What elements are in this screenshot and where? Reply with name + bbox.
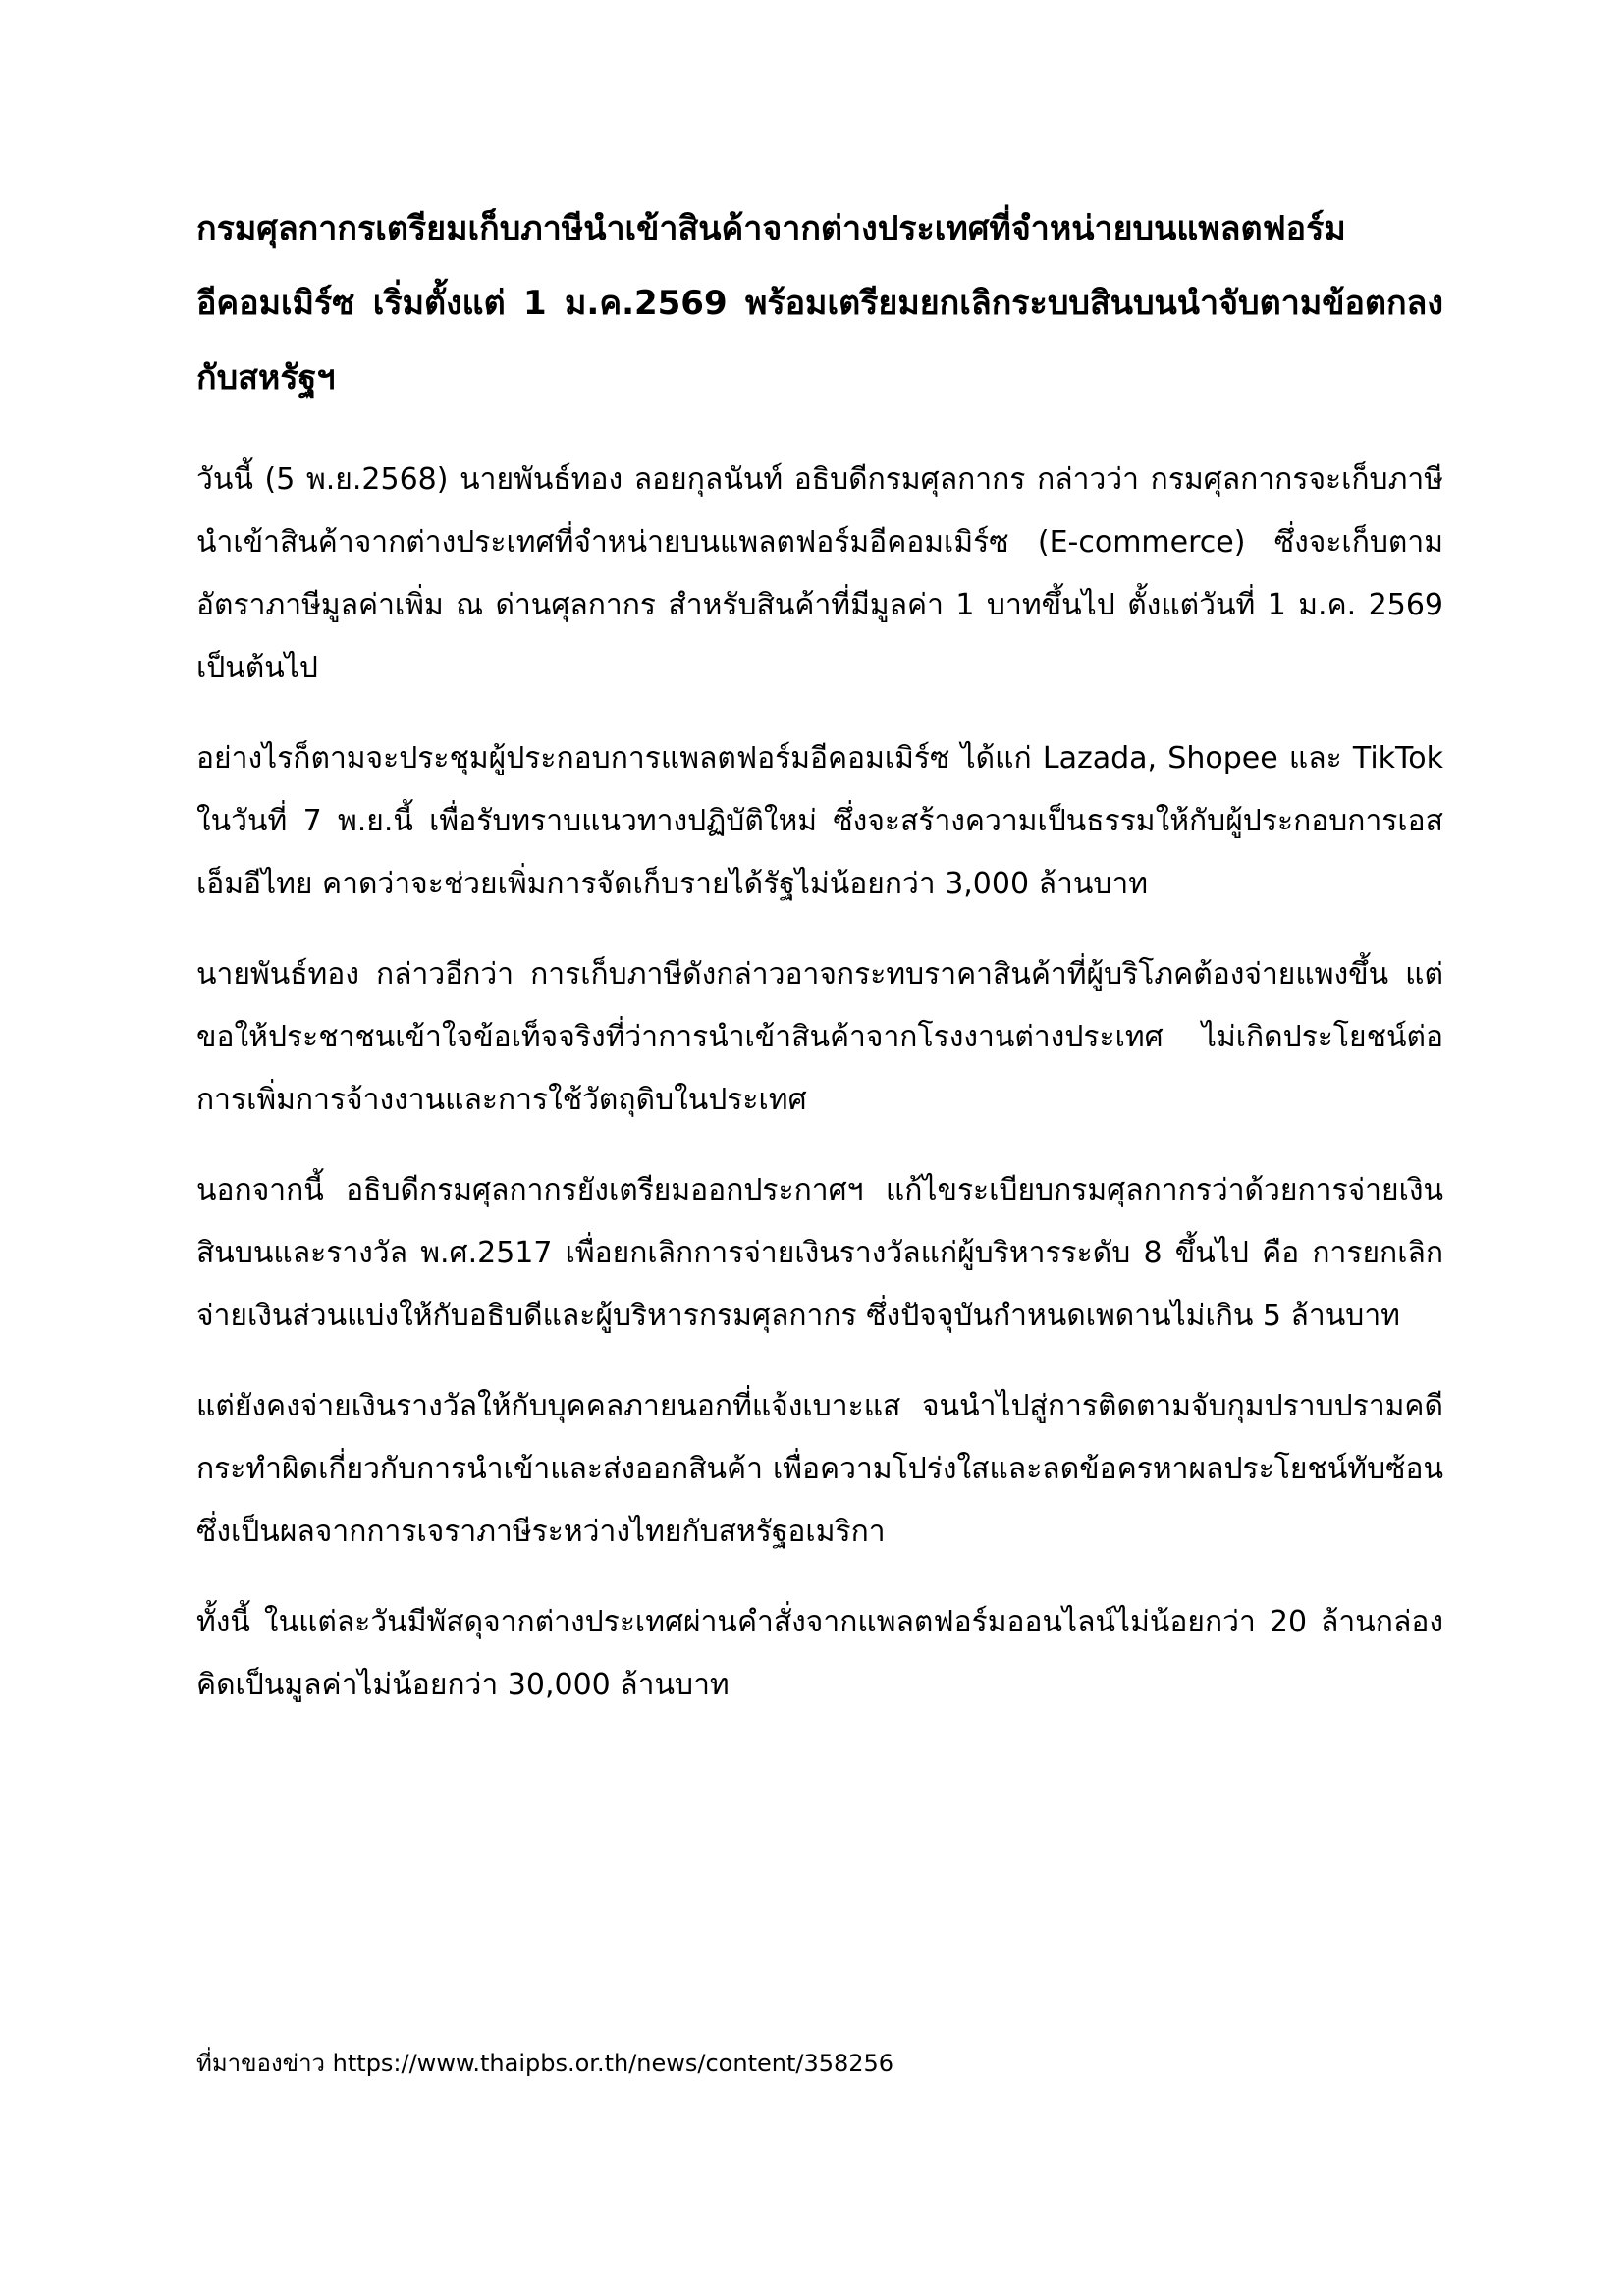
paragraph-6: ทั้งนี้ ในแต่ละวันมีพัสดุจากต่างประเทศผ่านคำสั่งจากแพลตฟอร์มออนไลน์ไม่น้อยกว่า 20 ล้านกล่อง คิดเป็นมูลค่าไม่น้อยกว่า 30,000 ล้านบาท — [196, 1605, 1443, 1702]
paragraph-1: วันนี้ (5 พ.ย.2568) นายพันธ์ทอง ลอยกุลนันท์ อธิบดีกรมศุลกากร กล่าวว่า กรมศุลกากรจะเก็บภาษีนำเข้าสินค้าจากต่างประเทศที่จำหน่ายบนแพลตฟอร์มอีคอมเมิร์ซ (E-commerce) ซึ่งจะเก็บตามอัตราภาษีมูลค่าเพิ่ม ณ ด่านศุลกากร สำหรับสินค้าที่มีมูลค่า 1 บาทขึ้นไป ตั้งแต่วันที่ 1 ม.ค. 2569 เป็นต้นไป — [196, 462, 1443, 685]
paragraph-3: นายพันธ์ทอง กล่าวอีกว่า การเก็บภาษีดังกล่าวอาจกระทบราคาสินค้าที่ผู้บริโภคต้องจ่ายแพงขึ้น แต่ขอให้ประชาชนเข้าใจข้อเท็จจริงที่ว่าการนำเข้าสินค้าจากโรงงานต่างประเทศ ไม่เกิดประโยชน์ต่อการเพิ่มการจ้างงานและการใช้วัตถุดิบในประเทศ — [196, 957, 1443, 1117]
paragraph-4: นอกจากนี้ อธิบดีกรมศุลกากรยังเตรียมออกประกาศฯ แก้ไขระเบียบกรมศุลกากรว่าด้วยการจ่ายเงินสินบนและรางวัล พ.ศ.2517 เพื่อยกเลิกการจ่ายเงินรางวัลแก่ผู้บริหารระดับ 8 ขึ้นไป คือ การยกเลิกจ่ายเงินส่วนแบ่งให้กับอธิบดีและผู้บริหารกรมศุลกากร ซึ่งปัจจุบันกำหนดเพดานไม่เกิน 5 ล้านบาท — [196, 1173, 1443, 1333]
source-label: ที่มาของข่าว — [196, 2050, 326, 2077]
article-headline: กรมศุลกากรเตรียมเก็บภาษีนำเข้าสินค้าจากต่างประเทศที่จำหน่ายบนแพลตฟอร์มอีคอมเมิร์ซ เริ่มตั้งแต่ 1 ม.ค.2569 พร้อมเตรียมยกเลิกระบบสินบนนำจับตามข้อตกลงกับสหรัฐฯ — [196, 209, 1443, 398]
paragraph-5: แต่ยังคงจ่ายเงินรางวัลให้กับบุคคลภายนอกที่แจ้งเบาะแส จนนำไปสู่การติดตามจับกุมปราบปรามคดีกระทำผิดเกี่ยวกับการนำเข้าและส่งออกสินค้า เพื่อความโปร่งใสและลดข้อครหาผลประโยชน์ทับซ้อน ซึ่งเป็นผลจากการเจราภาษีระหว่างไทยกับสหรัฐอเมริกา — [196, 1389, 1443, 1549]
article-body — [196, 191, 1443, 1744]
paragraph-2: อย่างไรก็ตามจะประชุมผู้ประกอบการแพลตฟอร์มอีคอมเมิร์ซ ได้แก่ Lazada, Shopee และ TikTok ในวันที่ 7 พ.ย.นี้ เพื่อรับทราบแนวทางปฏิบัติใหม่ ซึ่งจะสร้างความเป็นธรรมให้กับผู้ประกอบการเอสเอ็มอีไทย คาดว่าจะช่วยเพิ่มการจัดเก็บรายได้รัฐไม่น้อยกว่า 3,000 ล้านบาท — [196, 741, 1443, 901]
source-link[interactable]: https://www.thaipbs.or.th/news/content/358256 — [332, 2050, 894, 2077]
news-source — [196, 2047, 1443, 2080]
